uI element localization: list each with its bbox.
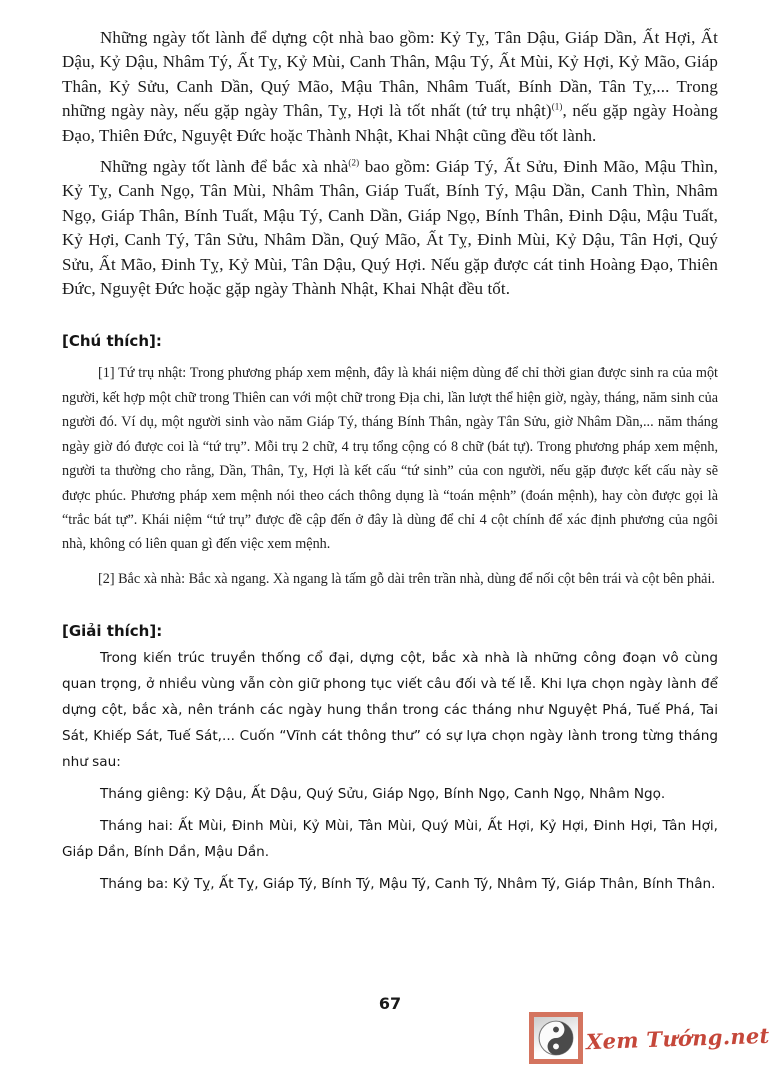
notes-section-heading: [Chú thích]: bbox=[62, 332, 162, 351]
page-number: 67 bbox=[378, 994, 402, 1013]
paragraph-text: bao gồm: Giáp Tý, Ất Sửu, Đinh Mão, Mậu Thìn, Kỷ Tỵ, Canh Ngọ, Tân Mùi, Nhâm Thân, Giáp Tuất, Bính Tý, Mậu Dần, Canh Thìn, Nhâm Ngọ, Giáp Thân, Bính Tuất, Mậu Tý, Canh Dần, Giáp Ngọ, Bính Thân, Đinh Dậu, Mậu Tuất, Kỷ Hợi, Canh Tý, Tân Sửu, Nhâm Dần, Quý Mão, Ất Tỵ, Đinh Mùi, Kỷ Dậu, Tân Hợi, Quý Sửu, Ất Mão, Đinh Tỵ, Kỷ Mùi, Tân Dậu, Quý Hợi. Nếu gặp được cát tinh Hoàng Đạo, Thiên Đức, Nguyệt Đức hoặc gặp ngày Thành Nhật, Khai Nhật đều tốt. bbox=[62, 157, 718, 299]
yin-yang-icon bbox=[529, 1012, 583, 1064]
paragraph-text: , nếu gặp ngày Hoàng Đạo, Thiên Đức, Nguyệt Đức hoặc Thành Nhật, Khai Nhật cũng đều tốt lành. bbox=[62, 101, 718, 145]
footnote-ref-2: (2) bbox=[348, 157, 360, 168]
explanation-intro: Trong kiến trúc truyền thống cổ đại, dựng cột, bắc xà nhà là những công đoạn vô cùng quan trọng, ở nhiều vùng vẫn còn giữ phong tục viết câu đối và tế lễ. Khi lựa chọn ngày lành để dựng cột, bắc xà, nên tránh các ngày hung thần trong các tháng như Nguyệt Phá, Tuế Phá, Tai Sát, Khiếp Sát, Tuế Sát,... Cuốn “Vĩnh cát thông thư” có sự lựa chọn ngày lành trong từng tháng như sau: bbox=[62, 650, 718, 771]
site-watermark-logo bbox=[529, 1012, 770, 1064]
footnote-2: [2] Bắc xà nhà: Bắc xà ngang. Xà ngang là tấm gỗ dài trên trần nhà, dùng để nối cột bên trái và cột bên phải. bbox=[98, 570, 715, 587]
paragraph-good-days-pillar bbox=[62, 26, 718, 148]
month-line-february: Tháng hai: Ất Mùi, Đinh Mùi, Kỷ Mùi, Tân Mùi, Quý Mùi, Ất Hợi, Kỷ Hợi, Đinh Hợi, Tân Hợi, Giáp Dần, Bính Dần, Mậu Dần. bbox=[62, 818, 718, 861]
month-line-january: Tháng giêng: Kỷ Dậu, Ất Dậu, Quý Sửu, Giáp Ngọ, Bính Ngọ, Canh Ngọ, Nhâm Ngọ. bbox=[100, 786, 666, 803]
footnote-ref-1: (1) bbox=[551, 101, 563, 112]
page-content bbox=[62, 0, 718, 897]
logo-text: Xem Tướng.net bbox=[586, 1022, 771, 1054]
footnote-1: [1] Tứ trụ nhật: Trong phương pháp xem mệnh, đây là khái niệm dùng để chỉ thời gian được sinh ra của một người, kết hợp một chữ trong Thiên can với một chữ trong Địa chi, lần lượt thể hiện giờ, ngày, tháng, năm sinh của người đó. Ví dụ, một người sinh vào năm Giáp Tý, tháng Bính Thân, ngày Tân Sửu, giờ Nhâm Dần,... năm tháng ngày giờ đó được coi là “tứ trụ”. Mỗi trụ 2 chữ, 4 trụ tổng cộng có 8 chữ (bát tự). Trong phương pháp xem mệnh, người ta thường cho rằng, Dần, Thân, Tỵ, Hợi là kết cấu “tứ sinh” của con người, nếu gặp được kết cấu này sẽ được phúc. Phương pháp xem mệnh nói theo cách thông dụng là “toán mệnh” (đoán mệnh), hay còn được gọi là “trắc bát tự”. Khái niệm “tứ trụ” được đề cập đến ở đây là dùng để chỉ 4 cột chính để xác định phương của ngôi nhà, không có liên quan gì đến việc xem mệnh. bbox=[62, 365, 718, 553]
month-line-march: Tháng ba: Kỷ Tỵ, Ất Tỵ, Giáp Tý, Bính Tý, Mậu Tý, Canh Tý, Nhâm Tý, Giáp Thân, Bính Thân. bbox=[100, 876, 716, 893]
explanation-section-heading: [Giải thích]: bbox=[62, 622, 163, 641]
paragraph-text: Những ngày tốt lành để dựng cột nhà bao gồm: Kỷ Tỵ, Tân Dậu, Giáp Dần, Ất Hợi, Ất Dậu, Kỷ Dậu, Nhâm Tý, Ất Tỵ, Kỷ Mùi, Canh Thân, Mậu Tý, Ất Mùi, Kỷ Hợi, Kỷ Mão, Giáp Thân, Kỷ Sửu, Canh Dần, Quý Mão, Mậu Thân, Nhâm Tuất, Bính Dần, Tân Tỵ,... Trong những ngày này, nếu gặp ngày Thân, Tỵ, Hợi là tốt nhất (tứ trụ nhật) bbox=[62, 28, 718, 121]
paragraph-text: Những ngày tốt lành để bắc xà nhà bbox=[100, 157, 349, 177]
paragraph-good-days-beam bbox=[62, 155, 718, 301]
